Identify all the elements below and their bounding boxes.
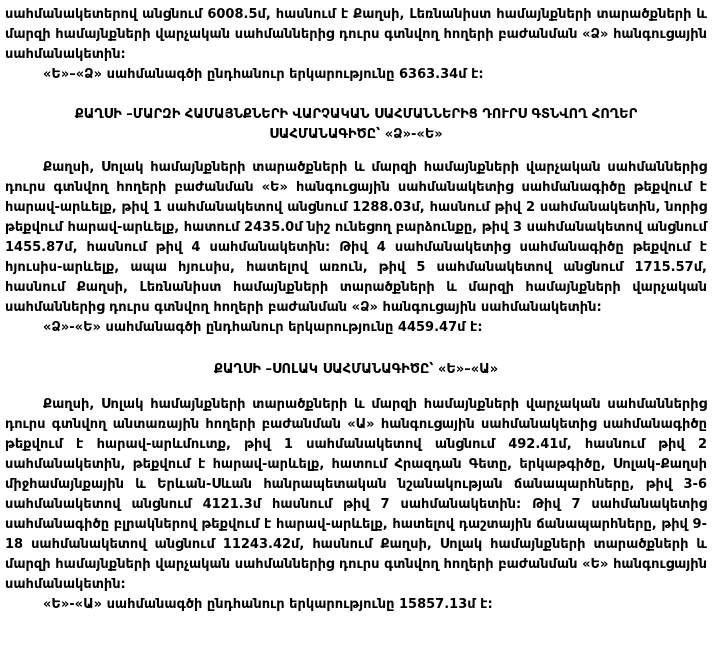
body-paragraph-2: Քաղսի, Սոլակ համայնքների տարածքների և մարզի համայնքների վարչական սահմաններից դուրս գտնվող հողերի բաժանման «Ե» հանգուցային սահմանակետից սահմանագիծը թեքվում է հարավ-արևելք, թիվ 1 սահմանակետով անցնում 1288.03մ, հասնում թիվ 2 սահմանակետին, նորից թեքվում հարավ-արևելք, հատում 2435.0մ նիշ ունեցող բարձունքը, թիվ 3 սահմանակետով անցնում 1455.87մ, հասնում թիվ 4 սահմանակետին: Թիվ 4 սահմանակետից սահմանագիծը թեքվում է հյուսիս-արևելք, ապա հյուսիս, հատելով առուն, թիվ 5 սահմանակետով անցնում 1715.57մ, հասնում Քաղսի, Լեռնանիստ համայնքների տարածքների և մարզի համայնքների վարչական սահմաններից դուրս գտնվող հողերի բաժանման «Ձ» հանգուցային սահմանակետին: bbox=[5, 160, 707, 315]
section-heading-1-line-2: ՍԱՀՄԱՆԱԳԻԾԸ՝ «Ձ»-«Ե» bbox=[269, 127, 443, 142]
body-paragraph-continuation: սահմանակետերով անցնում 6008.5մ, հասնում է Քաղսի, Լեռնանիստ համայնքների տարածքների և մարզի համայնքների վարչական սահմաններից դուրս գտնվող հողերի բաժանման «Ձ» հանգուցային սահմանակետին: bbox=[5, 7, 707, 62]
boundary-length-summary-3: «Ե»-«Ա» սահմանագծի ընդհանուր երկարությունը 15857.13մ է: bbox=[43, 597, 493, 612]
body-paragraph-3: Քաղսի, Սոլակ համայնքների տարածքների և մարզի համայնքների վարչական սահմաններից դուրս գտնվող անտառային հողերի բաժանման «Ա» հանգուցային սահմանակետից սահմանագիծը թեքվում է հարավ-արևմուտք, թիվ 1 սահմանակետով անցնում 492.41մ, հասնում թիվ 2 սահմանակետին, թեքվում է հարավ-արևելք, հատում Հրազդան Գետը, երկաթգիծը, Սոլակ-Քաղսի միջհամայնքային և Երևան-Սևան հանրապետական նշանակության ճանապարհները, թիվ 3-6 սահմանակետով անցնում 4121.3մ հասնում թիվ 7 սահմանակետին: Թիվ 7 սահմանակետից սահմանագիծը բլրակներով թեքվում է հարավ-արևելք, հատելով դաշտային ճանապարհները, թիվ 9-18 սահմանակետով անցնում 11243.42մ, հասնում Քաղսի, Սոլակ համայնքների տարածքների և մարզի համայնքների վարչական սահմաններից դուրս գտնվող հողերի բաժանման «Ե» հանգուցային սահմանակետին: bbox=[5, 397, 707, 592]
boundary-length-summary-2: «Ձ»-«Ե» սահմանագծի ընդհանուր երկարությունը 4459.47մ է: bbox=[43, 320, 483, 335]
section-heading-1 bbox=[5, 105, 707, 145]
section-heading-2 bbox=[5, 360, 707, 380]
section-heading-1-line-1: ՔԱՂՍԻ –ՄԱՐԶԻ ՀԱՄԱՅՆՔՆԵՐԻ ՎԱՐՉԱԿԱՆ ՍԱՀՄԱՆՆԵՐԻՑ ԴՈՒՐՍ ԳՏՆՎՈՂ ՀՈՂԵՐ bbox=[74, 107, 638, 122]
section-heading-2-line-1: ՔԱՂՍԻ –ՍՈԼԱԿ ՍԱՀՄԱՆԱԳԻԾԸ՝ «Ե»–«Ա» bbox=[213, 362, 499, 377]
boundary-length-summary-1: «Ե»–«Ձ» սահմանագծի ընդհանուր երկարությունը 6363.34մ է: bbox=[43, 67, 484, 82]
